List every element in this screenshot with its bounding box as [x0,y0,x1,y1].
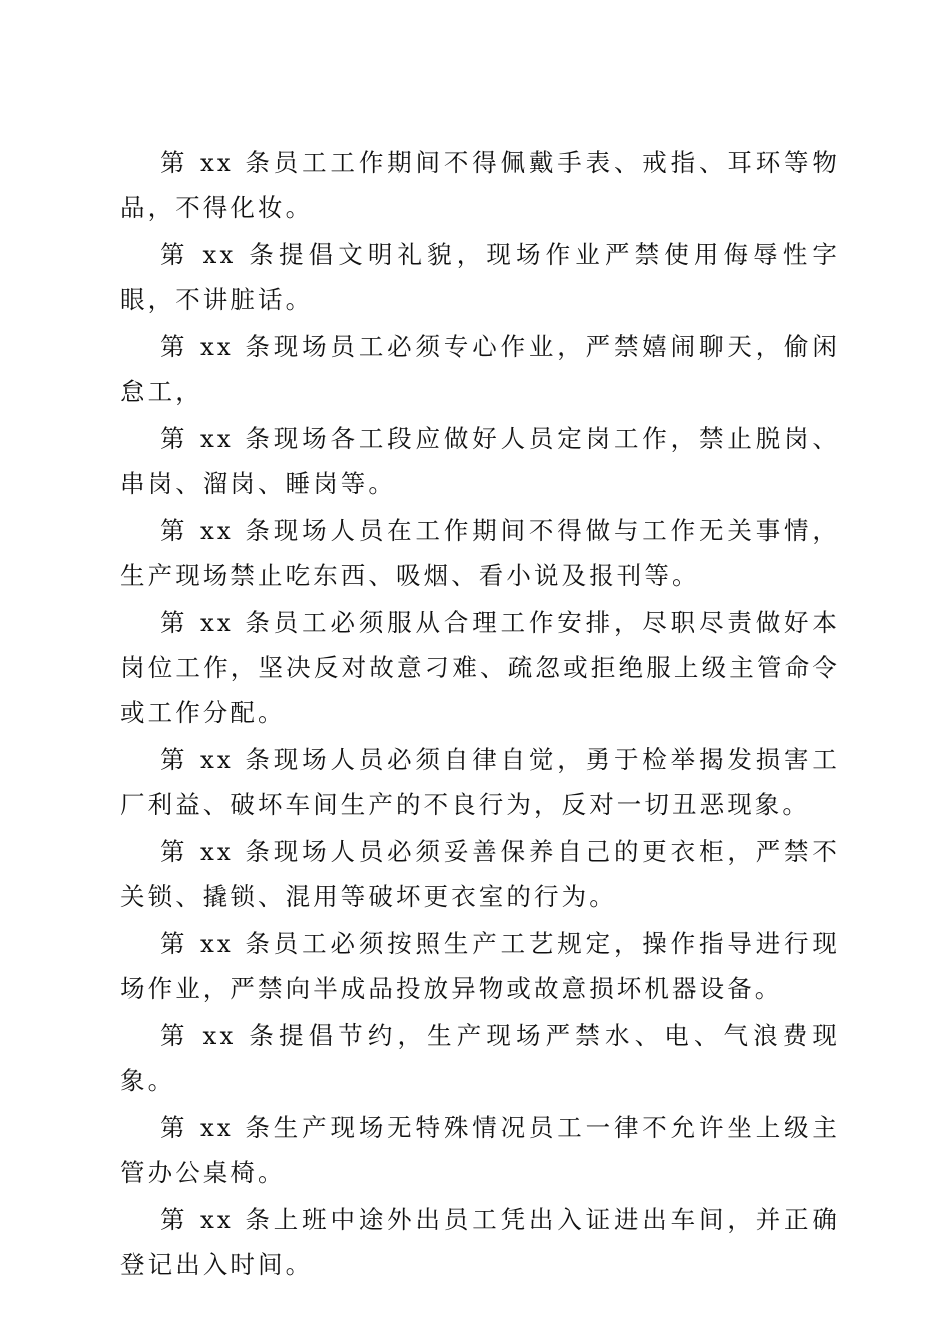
rule-paragraph-2: 第 xx 条提倡文明礼貌，现场作业严禁使用侮辱性字眼，不讲脏话。 [120,240,840,314]
rule-paragraph-8: 第 xx 条现场人员必须妥善保养自己的更衣柜，严禁不关锁、撬锁、混用等破坏更衣室的行为。 [120,837,840,911]
document-body [120,140,840,1289]
rule-paragraph-12: 第 xx 条上班中途外出员工凭出入证进出车间，并正确登记出入时间。 [120,1205,840,1279]
rule-paragraph-5: 第 xx 条现场人员在工作期间不得做与工作无关事情，生产现场禁止吃东西、吸烟、看小说及报刊等。 [120,516,840,590]
rule-paragraph-10: 第 xx 条提倡节约，生产现场严禁水、电、气浪费现象。 [120,1021,840,1095]
rule-paragraph-7: 第 xx 条现场人员必须自律自觉，勇于检举揭发损害工厂利益、破坏车间生产的不良行为，反对一切丑恶现象。 [120,745,840,819]
rule-paragraph-11: 第 xx 条生产现场无特殊情况员工一律不允许坐上级主管办公桌椅。 [120,1113,840,1187]
rule-paragraph-3: 第 xx 条现场员工必须专心作业，严禁嬉闹聊天，偷闲怠工， [120,332,840,406]
rule-paragraph-4: 第 xx 条现场各工段应做好人员定岗工作，禁止脱岗、串岗、溜岗、睡岗等。 [120,424,840,498]
rule-paragraph-6: 第 xx 条员工必须服从合理工作安排，尽职尽责做好本岗位工作，坚决反对故意刁难、疏忽或拒绝服上级主管命令或工作分配。 [120,608,840,727]
rule-paragraph-9: 第 xx 条员工必须按照生产工艺规定，操作指导进行现场作业，严禁向半成品投放异物或故意损坏机器设备。 [120,929,840,1003]
rule-paragraph-1: 第 xx 条员工工作期间不得佩戴手表、戒指、耳环等物品，不得化妆。 [120,148,840,222]
